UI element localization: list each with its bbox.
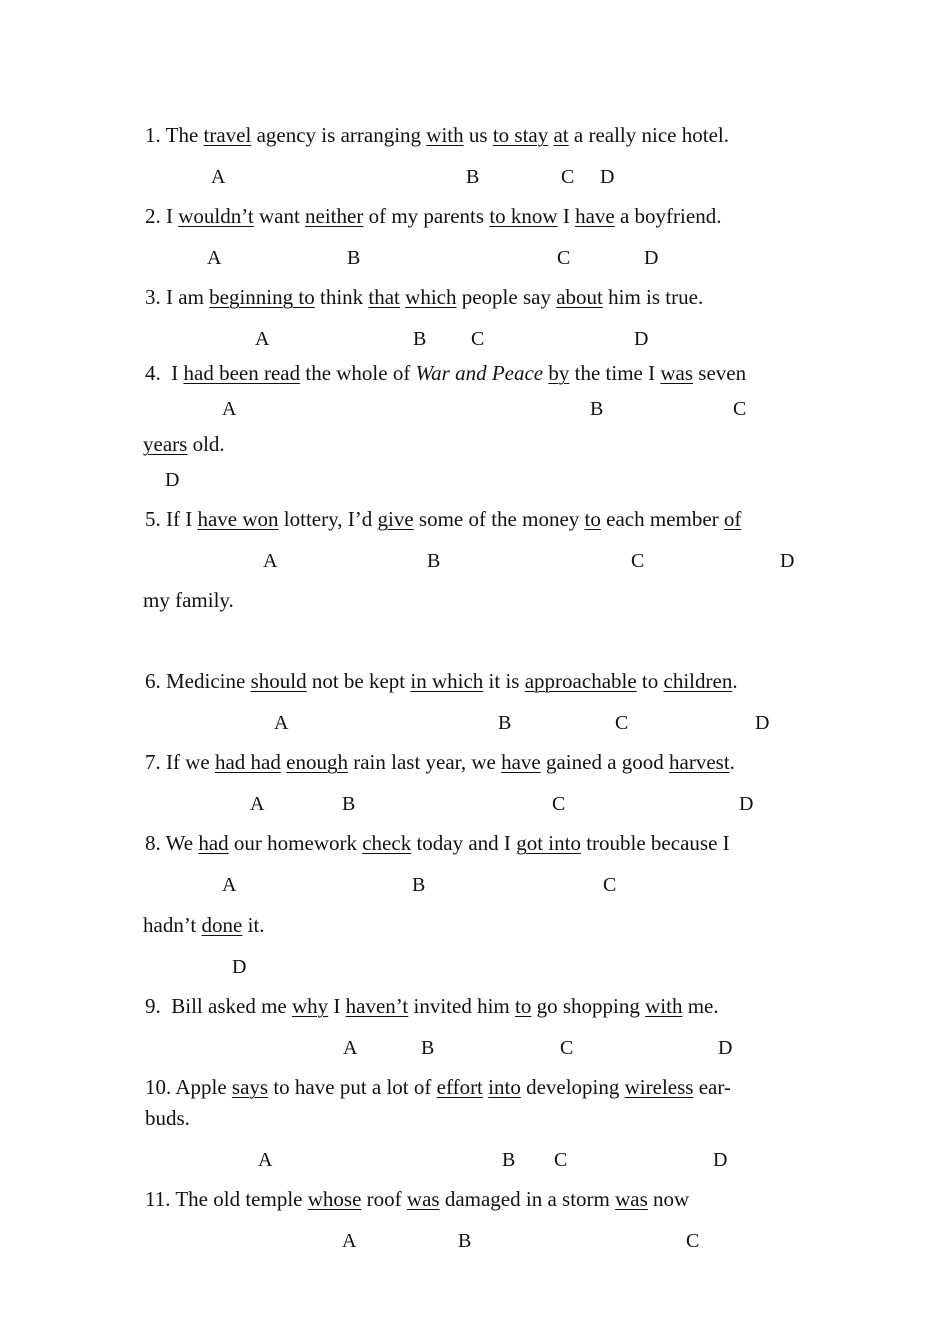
option-letter-c: C bbox=[631, 550, 645, 572]
question-text: The old temple bbox=[170, 1187, 308, 1211]
question-number: 7. bbox=[145, 750, 161, 774]
option-letter-b: B bbox=[342, 793, 356, 815]
option-letter-b: B bbox=[427, 550, 441, 572]
option-letter-d: D bbox=[600, 166, 615, 188]
question-text: . bbox=[729, 750, 735, 774]
underlined-option-text: wireless bbox=[624, 1075, 694, 1099]
underlined-option-text: in which bbox=[410, 669, 484, 693]
question-text: trouble because I bbox=[580, 831, 730, 855]
underlined-option-text: was bbox=[406, 1187, 440, 1211]
underlined-option-text: was bbox=[615, 1187, 648, 1211]
option-letter-d: D bbox=[634, 328, 649, 350]
underlined-option-text: had bbox=[198, 831, 229, 855]
underlined-option-text: to know bbox=[489, 204, 558, 228]
option-letter-b: B bbox=[413, 328, 427, 350]
question-text: me. bbox=[682, 994, 719, 1018]
option-letter-a: A bbox=[222, 874, 237, 896]
option-letter-b: B bbox=[458, 1230, 472, 1252]
question-text: go shopping bbox=[531, 994, 646, 1018]
question-text: I bbox=[557, 204, 576, 228]
question-text: him is true. bbox=[602, 285, 704, 309]
question-text-line bbox=[145, 203, 721, 229]
underlined-option-text: neither bbox=[305, 204, 364, 228]
underlined-option-text: why bbox=[291, 994, 329, 1018]
question-text: We bbox=[160, 831, 199, 855]
option-letter-a: A bbox=[342, 1230, 357, 1252]
underlined-option-text: harvest bbox=[669, 750, 730, 774]
question-text: to have put a lot of bbox=[268, 1075, 437, 1099]
question-number: 2. bbox=[145, 204, 161, 228]
underlined-option-text: children bbox=[663, 669, 733, 693]
question-number: 3. bbox=[145, 285, 161, 309]
option-letter-d: D bbox=[713, 1149, 728, 1171]
underlined-option-text: have bbox=[501, 750, 541, 774]
question-text: today and I bbox=[411, 831, 517, 855]
question-text: I bbox=[160, 204, 179, 228]
underlined-option-text: should bbox=[250, 669, 307, 693]
option-letter-b: B bbox=[498, 712, 512, 734]
option-letter-a: A bbox=[343, 1037, 358, 1059]
question-text: Apple bbox=[171, 1075, 232, 1099]
option-letter-c: C bbox=[554, 1149, 568, 1171]
question-text-line bbox=[145, 749, 735, 775]
underlined-option-text: to bbox=[515, 994, 532, 1018]
option-letter-a: A bbox=[207, 247, 222, 269]
question-number: 10. bbox=[145, 1075, 172, 1099]
question-text: rain last year, we bbox=[347, 750, 502, 774]
underlined-option-text: have won bbox=[197, 507, 279, 531]
option-letter-d: D bbox=[232, 956, 247, 978]
question-text: old. bbox=[187, 432, 225, 456]
question-number: 9. bbox=[145, 994, 161, 1018]
question-text: If we bbox=[160, 750, 215, 774]
option-letter-c: C bbox=[471, 328, 485, 350]
underlined-option-text: done bbox=[201, 913, 243, 937]
option-letter-c: C bbox=[552, 793, 566, 815]
option-letter-c: C bbox=[557, 247, 571, 269]
question-text-line bbox=[145, 122, 729, 148]
option-letter-c: C bbox=[733, 398, 747, 420]
underlined-option-text: with bbox=[645, 994, 683, 1018]
italic-title-text: War and Peace bbox=[415, 361, 544, 385]
question-text: roof bbox=[361, 1187, 407, 1211]
question-number: 1. bbox=[145, 123, 161, 147]
underlined-option-text: that bbox=[368, 285, 400, 309]
underlined-option-text: years bbox=[143, 432, 188, 456]
question-text: If I bbox=[160, 507, 198, 531]
question-text: it is bbox=[483, 669, 525, 693]
question-text: agency is arranging bbox=[251, 123, 427, 147]
question-text: ear- bbox=[693, 1075, 731, 1099]
underlined-option-text: with bbox=[426, 123, 464, 147]
underlined-option-text: had been read bbox=[183, 361, 301, 385]
question-text: gained a good bbox=[540, 750, 670, 774]
option-letter-d: D bbox=[780, 550, 795, 572]
question-text-line bbox=[145, 993, 719, 1019]
underlined-option-text: of bbox=[723, 507, 742, 531]
question-text-line bbox=[145, 1186, 689, 1212]
question-text: to bbox=[636, 669, 664, 693]
question-text: some of the money bbox=[413, 507, 585, 531]
underlined-option-text: whose bbox=[307, 1187, 362, 1211]
underlined-option-text: to stay bbox=[492, 123, 549, 147]
question-text: not be kept bbox=[306, 669, 411, 693]
question-text: a boyfriend. bbox=[614, 204, 722, 228]
question-text-line bbox=[145, 506, 741, 532]
underlined-option-text: says bbox=[231, 1075, 269, 1099]
question-text: now bbox=[647, 1187, 690, 1211]
option-letter-a: A bbox=[274, 712, 289, 734]
question-text: damaged in a storm bbox=[439, 1187, 616, 1211]
underlined-option-text: at bbox=[553, 123, 569, 147]
question-text-line bbox=[143, 912, 265, 938]
option-letter-b: B bbox=[502, 1149, 516, 1171]
underlined-option-text: give bbox=[377, 507, 414, 531]
option-letter-d: D bbox=[644, 247, 659, 269]
underlined-option-text: was bbox=[660, 361, 694, 385]
option-letter-a: A bbox=[222, 398, 237, 420]
option-letter-d: D bbox=[718, 1037, 733, 1059]
question-text: the whole of bbox=[300, 361, 416, 385]
option-letter-c: C bbox=[561, 166, 575, 188]
question-text-line bbox=[143, 431, 225, 457]
question-text-line bbox=[145, 1074, 731, 1100]
option-letter-b: B bbox=[412, 874, 426, 896]
underlined-option-text: got into bbox=[516, 831, 581, 855]
underlined-option-text: beginning to bbox=[209, 285, 315, 309]
question-number: 6. bbox=[145, 669, 161, 693]
option-letter-c: C bbox=[560, 1037, 574, 1059]
underlined-option-text: effort bbox=[436, 1075, 483, 1099]
question-text: lottery, I’d bbox=[278, 507, 378, 531]
underlined-option-text: to bbox=[584, 507, 601, 531]
underlined-option-text: travel bbox=[203, 123, 252, 147]
question-text: us bbox=[463, 123, 493, 147]
question-text: I am bbox=[160, 285, 210, 309]
underlined-option-text: into bbox=[488, 1075, 521, 1099]
question-text: it. bbox=[242, 913, 265, 937]
question-text: a really nice hotel. bbox=[568, 123, 729, 147]
question-text: think bbox=[314, 285, 369, 309]
question-text: developing bbox=[520, 1075, 625, 1099]
question-text-line bbox=[145, 360, 746, 386]
option-letter-a: A bbox=[258, 1149, 273, 1171]
question-text: the time I bbox=[569, 361, 661, 385]
underlined-option-text: about bbox=[556, 285, 603, 309]
question-text: my family. bbox=[143, 588, 234, 612]
question-text: of my parents bbox=[363, 204, 490, 228]
question-number: 8. bbox=[145, 831, 161, 855]
question-text-line bbox=[145, 1105, 190, 1131]
question-text: buds. bbox=[145, 1106, 190, 1130]
option-letter-d: D bbox=[165, 469, 180, 491]
question-number: 4. bbox=[145, 361, 161, 385]
option-letter-d: D bbox=[739, 793, 754, 815]
underlined-option-text: by bbox=[548, 361, 570, 385]
option-letter-a: A bbox=[263, 550, 278, 572]
option-letter-b: B bbox=[347, 247, 361, 269]
question-text: I bbox=[160, 361, 184, 385]
question-text: our homework bbox=[228, 831, 363, 855]
question-text: hadn’t bbox=[143, 913, 202, 937]
question-text: people say bbox=[456, 285, 557, 309]
underlined-option-text: had had bbox=[214, 750, 281, 774]
question-text-line bbox=[143, 587, 234, 613]
option-letter-c: C bbox=[603, 874, 617, 896]
question-text: seven bbox=[693, 361, 747, 385]
underlined-option-text: approachable bbox=[524, 669, 637, 693]
underlined-option-text: enough bbox=[286, 750, 348, 774]
option-letter-b: B bbox=[466, 166, 480, 188]
option-letter-b: B bbox=[590, 398, 604, 420]
underlined-option-text: which bbox=[405, 285, 457, 309]
question-text-line bbox=[145, 830, 730, 856]
question-text: Bill asked me bbox=[160, 994, 292, 1018]
question-text: The bbox=[160, 123, 204, 147]
question-number: 11. bbox=[145, 1187, 171, 1211]
option-letter-a: A bbox=[250, 793, 265, 815]
question-text: I bbox=[328, 994, 346, 1018]
question-text: . bbox=[732, 669, 738, 693]
question-text: Medicine bbox=[160, 669, 251, 693]
option-letter-b: B bbox=[421, 1037, 435, 1059]
question-number: 5. bbox=[145, 507, 161, 531]
underlined-option-text: haven’t bbox=[345, 994, 409, 1018]
question-text: want bbox=[253, 204, 306, 228]
question-text: invited him bbox=[408, 994, 515, 1018]
underlined-option-text: wouldn’t bbox=[178, 204, 254, 228]
underlined-option-text: have bbox=[575, 204, 615, 228]
underlined-option-text: check bbox=[362, 831, 412, 855]
option-letter-a: A bbox=[211, 166, 226, 188]
option-letter-c: C bbox=[615, 712, 629, 734]
option-letter-a: A bbox=[255, 328, 270, 350]
question-text-line bbox=[145, 284, 703, 310]
option-letter-d: D bbox=[755, 712, 770, 734]
question-text-line bbox=[145, 668, 738, 694]
option-letter-c: C bbox=[686, 1230, 700, 1252]
question-text: each member bbox=[600, 507, 724, 531]
